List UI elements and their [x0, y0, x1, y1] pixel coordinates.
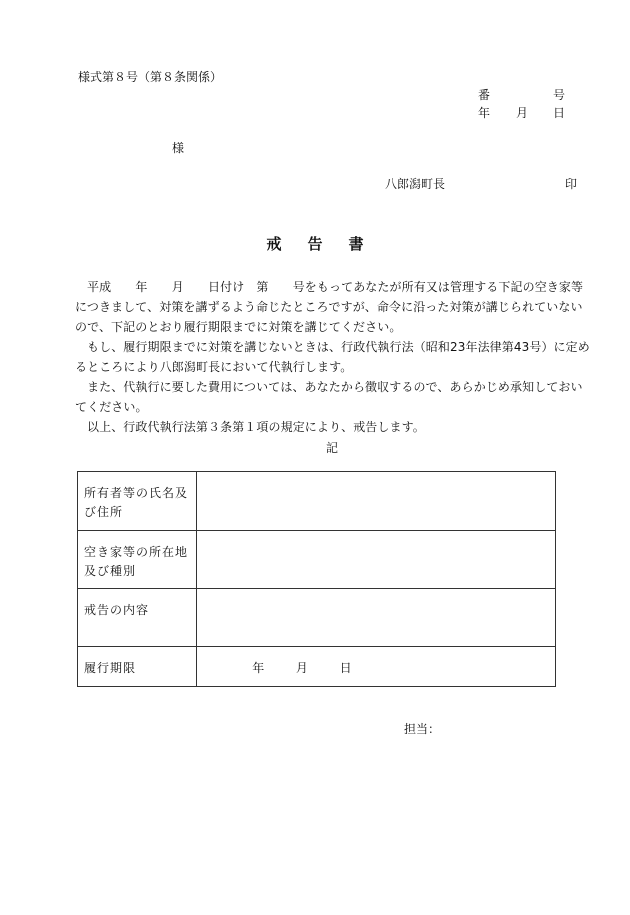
body-paragraph: 平成 年 月 日付け 第 号をもってあなたが所有又は管理する下記の空き家等につきまして、対策を講ずるよう命じたところですが、命令に沿った対策が講じられていないので、下記のとおり履行期限までに対策を講じてください。 — [75, 280, 584, 334]
body-paragraph: また、代執行に要した費用については、あなたから徴収するので、あらかじめ承知しておいてください。 — [75, 380, 583, 414]
property-location-label: 空き家等の所在地及び種別 — [78, 531, 197, 589]
deadline-year-label: 年 — [252, 661, 265, 675]
issue-day-label: 日 — [553, 106, 566, 120]
issue-date — [478, 104, 565, 121]
form-number: 様式第８号（第８条関係） — [78, 70, 223, 84]
deadline-label: 履行期限 — [78, 647, 197, 687]
deadline-value[interactable] — [197, 647, 556, 687]
contact-label: 担当： — [404, 722, 441, 736]
document-number — [478, 86, 565, 103]
seal-mark: 印 — [565, 177, 578, 191]
addressee-honorific: 様 — [172, 141, 185, 155]
issue-month-label: 月 — [516, 106, 529, 120]
table-row — [78, 589, 556, 647]
document-title: 戒告書 — [266, 235, 390, 253]
table-row — [78, 472, 556, 531]
table-row — [78, 647, 556, 687]
property-location-value[interactable] — [197, 531, 556, 589]
ki-heading: 記 — [326, 441, 339, 455]
table-row — [78, 531, 556, 589]
issue-year-label: 年 — [478, 106, 491, 120]
warning-content-label: 戒告の内容 — [78, 589, 197, 647]
owner-value[interactable] — [197, 472, 556, 531]
owner-label: 所有者等の氏名及び住所 — [78, 472, 197, 531]
deadline-day-label: 日 — [339, 661, 352, 675]
body-paragraph: もし、履行期限までに対策を講じないときは、行政代執行法（昭和23年法律第43号）に定めるところにより八郎潟町長において代執行します。 — [75, 340, 590, 374]
body-paragraph: 以上、行政代執行法第３条第１項の規定により、戒告します。 — [87, 420, 425, 434]
document-body — [75, 277, 590, 437]
number-label: 番 — [478, 88, 491, 102]
deadline-month-label: 月 — [295, 661, 308, 675]
warning-content-value[interactable] — [197, 589, 556, 647]
issuer-name: 八郎潟町長 — [385, 177, 446, 191]
number-suffix: 号 — [553, 88, 566, 102]
details-table — [77, 471, 556, 687]
